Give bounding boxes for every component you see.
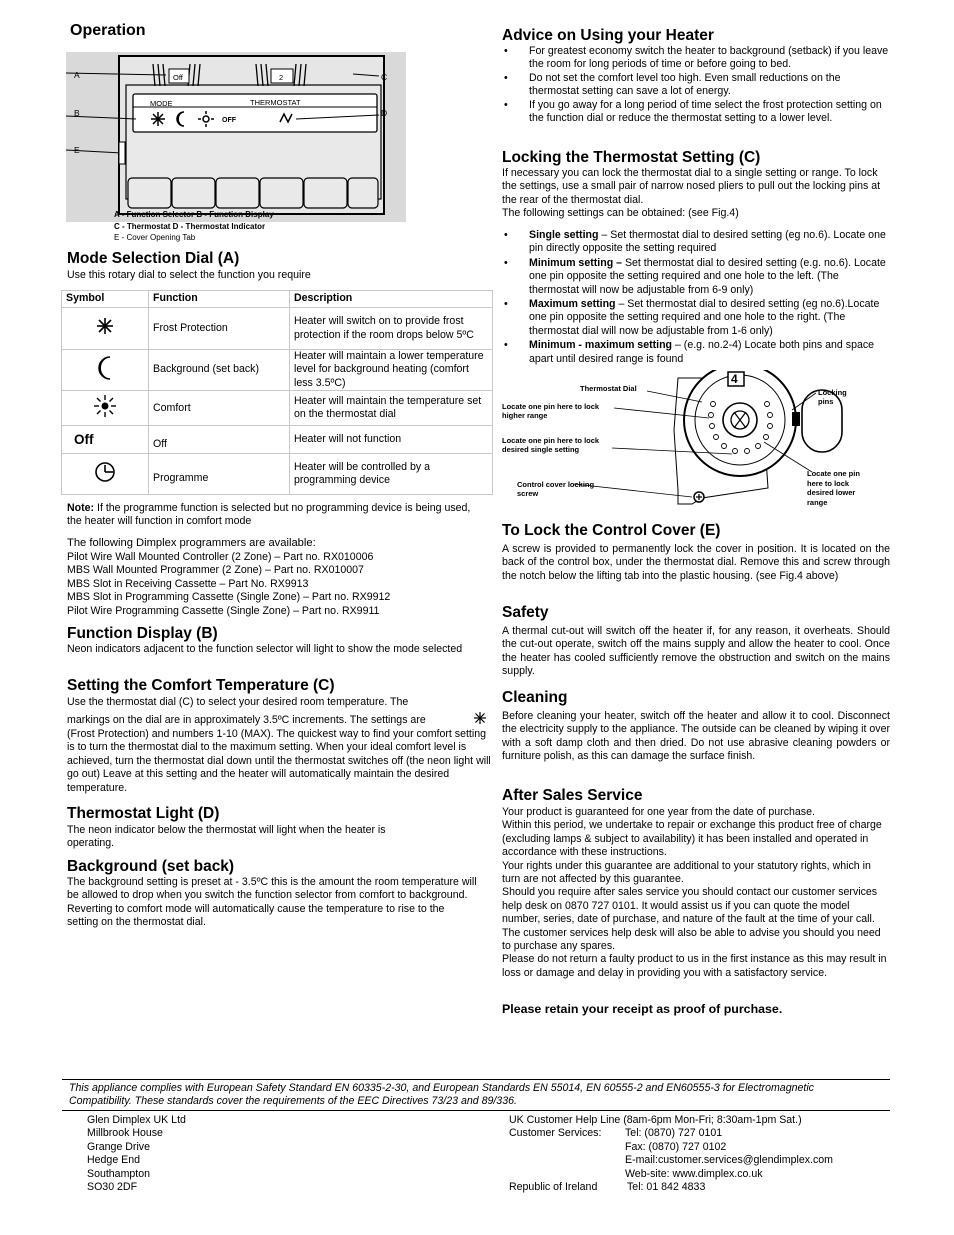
diagram-caption (114, 209, 274, 244)
address-line: Grange Drive (87, 1140, 150, 1153)
fig-label-single-setting: Locate one pin here to lock desired single setting (502, 436, 600, 454)
bold-label: Single setting (529, 229, 599, 241)
label-b: B (74, 108, 80, 118)
list-item: MBS Wall Mounted Programmer (2 Zone) – Part no. RX010007 (67, 564, 364, 577)
after-sales-title: After Sales Service (502, 787, 643, 804)
footer-divider (62, 1079, 890, 1080)
bold-label: Minimum - maximum setting (529, 339, 673, 352)
paragraph: The background setting is preset at - 3.5ºC this is the amount the room temperature will be allowed to drop when you switch the function selector from comfort to background. (67, 876, 477, 902)
paragraph: Within this period, we undertake to repair or exchange this product free of charge (excluding lamps & subject to availability) it has been installed and operated in accordance with these instructions. (502, 819, 882, 859)
thermostat-light-title: Thermostat Light (D) (67, 805, 220, 822)
receipt-note: Please retain your receipt as proof of purchase. (502, 1002, 783, 1016)
safety-text: A thermal cut-out will switch off the heater if, for any reason, it overheats. Should the cut-out operate, switch off the mains supply and allow the heater to cool. Once the heater has cooled sufficiently remove the obstruction and switch on the mains supply. (502, 625, 890, 678)
contact-details (509, 1114, 889, 1194)
fig-label-higher-range: Locate one pin here to lock higher range (502, 402, 600, 420)
advice-list (502, 45, 890, 125)
caption-line: C - Thermostat D - Thermostat Indicator (114, 221, 266, 231)
table-header-row (62, 291, 493, 308)
roi-label: Republic of Ireland (509, 1181, 598, 1194)
cover-text: A screw is provided to permanently lock the cover in position. It is located on the back of the control box, under the thermostat dial. Remove this and screw through the notch below the lifting tab into the plastic housing. (see Fig.4 above) (502, 543, 890, 582)
table-cell: Frost Protection (149, 308, 290, 350)
background-title: Background (set back) (67, 858, 235, 875)
company-address (87, 1114, 186, 1194)
list-item (502, 298, 890, 338)
fig-label-thermostat-dial: Thermostat Dial (580, 384, 637, 393)
list-item (502, 257, 890, 297)
fig-label-lower-range: Locate one pin here to lock desired lower range (807, 469, 860, 507)
thermostat-number-label: 2 (279, 73, 284, 82)
address-line: Hedge End (87, 1154, 141, 1167)
table-cell: Heater will be controlled by a programming device (290, 454, 493, 495)
label-a: A (74, 70, 80, 80)
table-cell: Heater will maintain a lower temperature level for background heating (comfort less 3.5ºC) (290, 350, 493, 391)
safety-title: Safety (502, 604, 549, 621)
note-paragraph (67, 502, 487, 529)
off-display-label: OFF (222, 117, 236, 124)
comfort-text: (Frost Protection) and numbers 1-10 (MAX). The quickest way to find your comfort setting is to turn the thermostat dial to the maximum setting. When your ideal comfort level is achieved, turn the thermostat dial down until the thermostat switches off (the neon light will go out) Leave at this setting and the heater will automatically maintain the desired temperature. (67, 728, 491, 794)
locking-text (502, 167, 890, 221)
comfort-line-1: Use the thermostat dial (C) to select your desired room temperature. The (67, 696, 409, 708)
label-c: C (381, 72, 388, 82)
table-cell: Comfort (149, 391, 290, 426)
address-line: Millbrook House (87, 1127, 163, 1140)
control-panel-diagram (66, 52, 406, 248)
list-item: • For greatest economy switch the heater to background (setback) if you leave the room for long periods of time or before going to bed. (502, 45, 890, 72)
bold-label: Minimum setting – (529, 256, 622, 269)
list-item (502, 229, 890, 256)
roi-telephone: Tel: 01 842 4833 (627, 1181, 706, 1194)
background-text (67, 876, 477, 930)
paragraph: Reverting to comfort mode will automatically cause the temperature to rise to the setting on the thermostat dial. (67, 902, 445, 929)
cleaning-title: Cleaning (502, 689, 568, 706)
snowflake-icon (473, 711, 487, 725)
off-symbol: Off (62, 426, 149, 454)
table-cell: Heater will maintain the temperature set on the thermostat dial (290, 391, 493, 426)
caption-line: E - Cover Opening Tab (114, 233, 196, 242)
table-cell: Heater will not function (290, 426, 493, 454)
customer-services-label: Customer Services: (509, 1127, 602, 1140)
fig-label-cover-screw: Control cover locking screw (517, 480, 595, 498)
table-row (62, 391, 493, 426)
caption-line: A - Function Selector B - Function Display (114, 210, 274, 219)
item-text: – (e.g. no.2-4) Locate both pins and space apart until desired range is found (529, 339, 875, 365)
mode-selection-title: Mode Selection Dial (A) (67, 250, 240, 267)
address-line: Glen Dimplex UK Ltd (87, 1114, 186, 1126)
bold-label: Maximum setting (529, 298, 616, 311)
address-line: Southampton (87, 1167, 151, 1180)
function-display-text: Neon indicators adjacent to the function selector will light to show the mode selected (67, 643, 463, 655)
list-item: • If you go away for a long period of time select the frost protection setting on the function dial or reduce the thermostat setting to a lower level. (502, 99, 890, 126)
list-item: MBS Slot in Receiving Cassette – Part No. RX9913 (67, 577, 309, 590)
list-item (502, 339, 890, 366)
table-cell: Programme (149, 454, 290, 495)
address-line: SO30 2DF (87, 1181, 138, 1194)
function-display-title: Function Display (B) (67, 625, 218, 642)
programmers-list (67, 551, 390, 618)
thermostat-light-text: The neon indicator below the thermostat will light when the heater is operating. (67, 824, 386, 850)
note-label: Note: (67, 502, 95, 514)
table-row (62, 308, 493, 350)
programmers-intro: The following Dimplex programmers are available: (67, 537, 316, 549)
locking-list (502, 229, 890, 366)
paragraph: Please do not return a faulty product to us in the first instance as this may result in loss or damage and delay in providing you with a satisfactory service. (502, 953, 887, 979)
cs-fax: Fax: (0870) 727 0102 (625, 1140, 727, 1153)
operation-title: Operation (70, 22, 146, 39)
compliance-statement: This appliance complies with European Safety Standard EN 60335-2-30, and European Standards EN 55014, EN 60555-2 and EN60555-3 for Electromagnetic Compatibility. These standards cover the requirements of the EEC Directives 73/23 and 89/336. (69, 1082, 814, 1108)
thermostat-dial-figure (502, 370, 890, 518)
table-cell: Off (149, 426, 290, 454)
item-text: – Set thermostat dial to desired setting (eg no.6). Locate one pin directly opposite the setting required (529, 229, 886, 255)
sun-icon (62, 391, 149, 426)
item-text: – Set thermostat dial to desired setting (eg no.6).Locate one pin opposite the setting required and one hole to the right. (The thermostat dial will now be adjustable from 1-6 only) (529, 298, 880, 337)
header-description: Description (290, 291, 493, 308)
cs-website[interactable]: Web-site: www.dimplex.co.uk (625, 1167, 763, 1180)
comfort-title: Setting the Comfort Temperature (C) (67, 677, 335, 694)
selector-off-label: Off (173, 73, 183, 82)
list-item: MBS Slot in Programming Cassette (Single Zone) – Part no. RX9912 (67, 591, 391, 604)
header-function: Function (149, 291, 290, 308)
cover-title: To Lock the Control Cover (E) (502, 522, 721, 539)
table-row (62, 426, 493, 454)
moon-icon (62, 350, 149, 391)
function-table (61, 290, 493, 495)
cs-telephone: Tel: (0870) 727 0101 (625, 1127, 723, 1140)
paragraph: Your product is guaranteed for one year from the date of purchase. (502, 806, 815, 818)
paragraph: Your rights under this guarantee are additional to your statutory rights, which in turn are not affected by this guarantee. (502, 859, 871, 886)
helpline: UK Customer Help Line (8am-6pm Mon-Fri; 8:30am-1pm Sat.) (509, 1114, 802, 1126)
paragraph: If necessary you can lock the thermostat dial to a single setting or range. To lock the settings, use a small pair of narrow nosed pliers to pull out the locking pins at the rear of the thermostat dial. (502, 167, 881, 206)
mode-intro: Use this rotary dial to select the function you require (67, 269, 311, 281)
footer-divider (62, 1110, 890, 1111)
comfort-line-2: markings on the dial are in approximately 3.5ºC increments. The settings are (67, 714, 426, 726)
note-text: If the programme function is selected but no programming device is being used, the heater will function in comfort mode (67, 502, 471, 528)
table-row (62, 454, 493, 495)
cs-email[interactable]: E-mail:customer.services@glendimplex.com (625, 1154, 833, 1167)
list-item: Pilot Wire Wall Mounted Controller (2 Zone) – Part no. RX010006 (67, 551, 374, 563)
item-text: Set thermostat dial to desired setting (e.g. no.6). Locate one pin opposite the setting required and one hole to the left. (The thermostat will now be adjustable from 6-9 only) (529, 256, 886, 296)
list-item: • Do not set the comfort level too high. Even small reductions on the thermostat setting can save a lot of energy. (502, 72, 890, 99)
paragraph: The following settings can be obtained: (see Fig.4) (502, 207, 739, 220)
paragraph: Should you require after sales service you should contact our customer services help desk on 0870 727 0101. It would assist us if you can quote the model number, series, date of purchase, and nature of the fault at the time of your call. The customer services help desk will also be able to advise you should you need to purchase any spares. (502, 886, 881, 953)
locking-title: Locking the Thermostat Setting (C) (502, 149, 761, 166)
dial-number: 4 (731, 372, 738, 386)
list-item: Pilot Wire Programming Cassette (Single Zone) – Part no. RX9911 (67, 604, 380, 617)
table-cell: Heater will switch on to provide frost protection if the room drops below 5ºC (290, 308, 493, 350)
after-sales-text (502, 806, 890, 980)
label-e: E (74, 145, 80, 155)
table-cell: Background (set back) (149, 350, 290, 391)
fig-label-locking-pins: Locking pins (818, 388, 847, 406)
snowflake-icon (62, 308, 149, 350)
thermostat-label: THERMOSTAT (250, 98, 301, 107)
cleaning-text: Before cleaning your heater, switch off the heater and allow it to cool. Disconnect the electricity supply to the appliance. The outside can be cleaned by wiping it over with a soft damp cloth and then dried. Do not use abrasive cleaning powders or furniture polish, as this can damage the surface finish. (502, 710, 890, 763)
header-symbol: Symbol (62, 291, 149, 308)
table-row (62, 350, 493, 391)
clock-icon (62, 454, 149, 495)
advice-title: Advice on Using your Heater (502, 27, 714, 44)
label-d: D (381, 108, 388, 118)
mode-label: MODE (150, 99, 173, 108)
